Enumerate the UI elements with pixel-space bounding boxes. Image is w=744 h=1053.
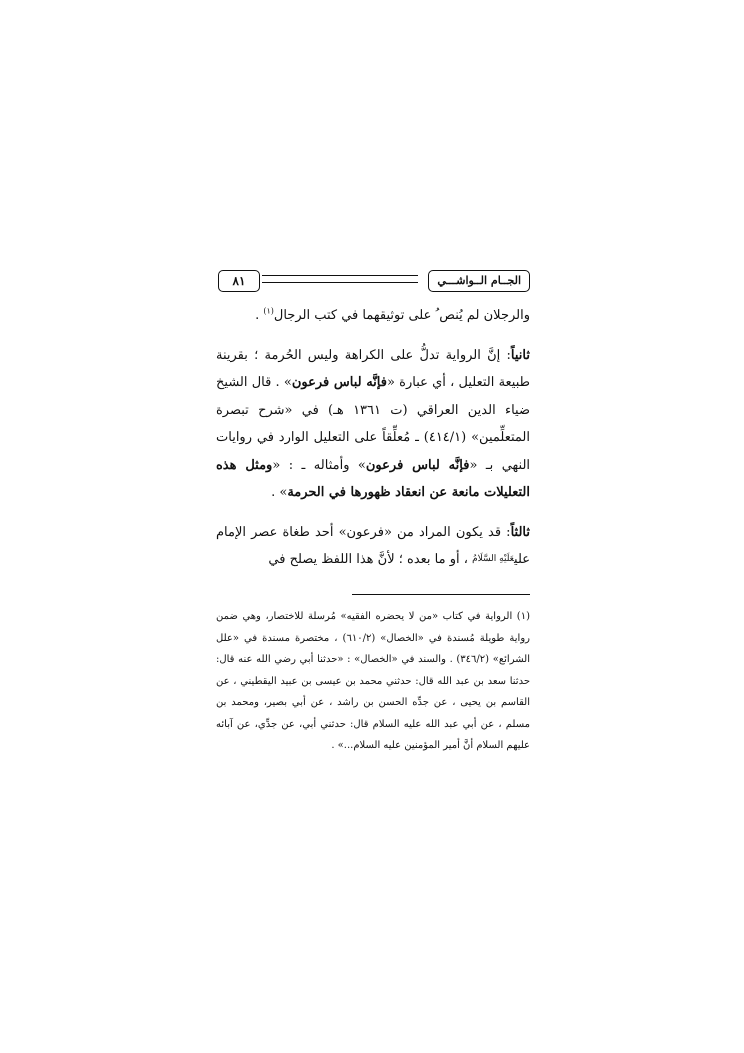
p2-bold-2: فإنَّه لباس فرعون — [365, 457, 470, 473]
p3-text-2: ، أو ما بعده ؛ لأنَّ هذا اللفظ يصلح في — [268, 552, 473, 567]
header-rule — [262, 275, 418, 283]
p3-text-1: : قد يكون المراد من «فرعون» أحد طغاة عصر الإمام علي — [216, 524, 530, 567]
p1-end: . — [255, 308, 264, 323]
running-header — [218, 270, 530, 292]
footnote — [216, 606, 530, 757]
p2-text-1: : إنَّ الرواية تدلُّ على الكراهة وليس الحُرمة ؛ بقرينة طبيعة التعليل ، أي عبارة « — [216, 347, 530, 390]
footnote-divider — [352, 594, 530, 595]
p1-text: والرجلان لم يُنص ُ على توثيقهما في كتب الرجال — [273, 308, 530, 323]
p2-lead: ثانياً — [510, 347, 530, 363]
paragraph-1 — [216, 302, 530, 330]
paragraph-2 — [216, 342, 530, 507]
p2-bold-3: ومثل هذه التعليلات مانعة عن انعقاد ظهورها في الحرمة — [216, 457, 530, 500]
header-title: الجــام الــواشـــي — [428, 270, 530, 292]
footnote-text: (١) الرواية في كتاب «من لا يحضره الفقيه» مُرسلة للاختصار، وهي ضمن رواية طويلة مُسندة في «الخصال» (٦١٠/٢) ، مختصرة مسندة في «علل الشرائع» (٣٤٦/٢) . والسند في «الخصال» : «حدثنا أبي رضي الله عنه قال: حدثنا سعد بن عبد الله قال: حدثني محمد بن عيسى بن عبيد اليقطيني ، عن القاسم بن يحيى ، عن جدِّه الحسن بن راشد ، عن أبي بصير، ومحمد بن مسلم ، عن أبي عبد الله عليه السلام قال: حدثني أبي، عن جدِّي، عن آبائه عليهم السلام أنَّ أمير المؤمنين عليه السلام...» . — [216, 611, 530, 751]
page-number: ٨١ — [218, 270, 260, 292]
p2-bold-1: فإنَّه لباس فرعون — [291, 375, 387, 390]
p3-lead: ثالثاً — [510, 524, 530, 540]
paragraph-3 — [216, 519, 530, 574]
p2-text-3: » وأمثاله ـ : « — [272, 457, 366, 473]
honorific-symbol: عَلَيْهِ السَّلَامُ — [472, 554, 515, 564]
footnote-ref: (١) — [263, 306, 274, 316]
main-text — [216, 302, 530, 574]
p2-text-4: » . — [271, 485, 288, 500]
p2-text-2: » . قال الشيخ ضياء الدين العراقي (ت ١٣٦١ هـ) في «شرح تبصرة المتعلِّمين» (٤١٤/١) ـ مُعلِّقاً على التعليل الوارد في روايات النهي بـ « — [216, 375, 531, 473]
